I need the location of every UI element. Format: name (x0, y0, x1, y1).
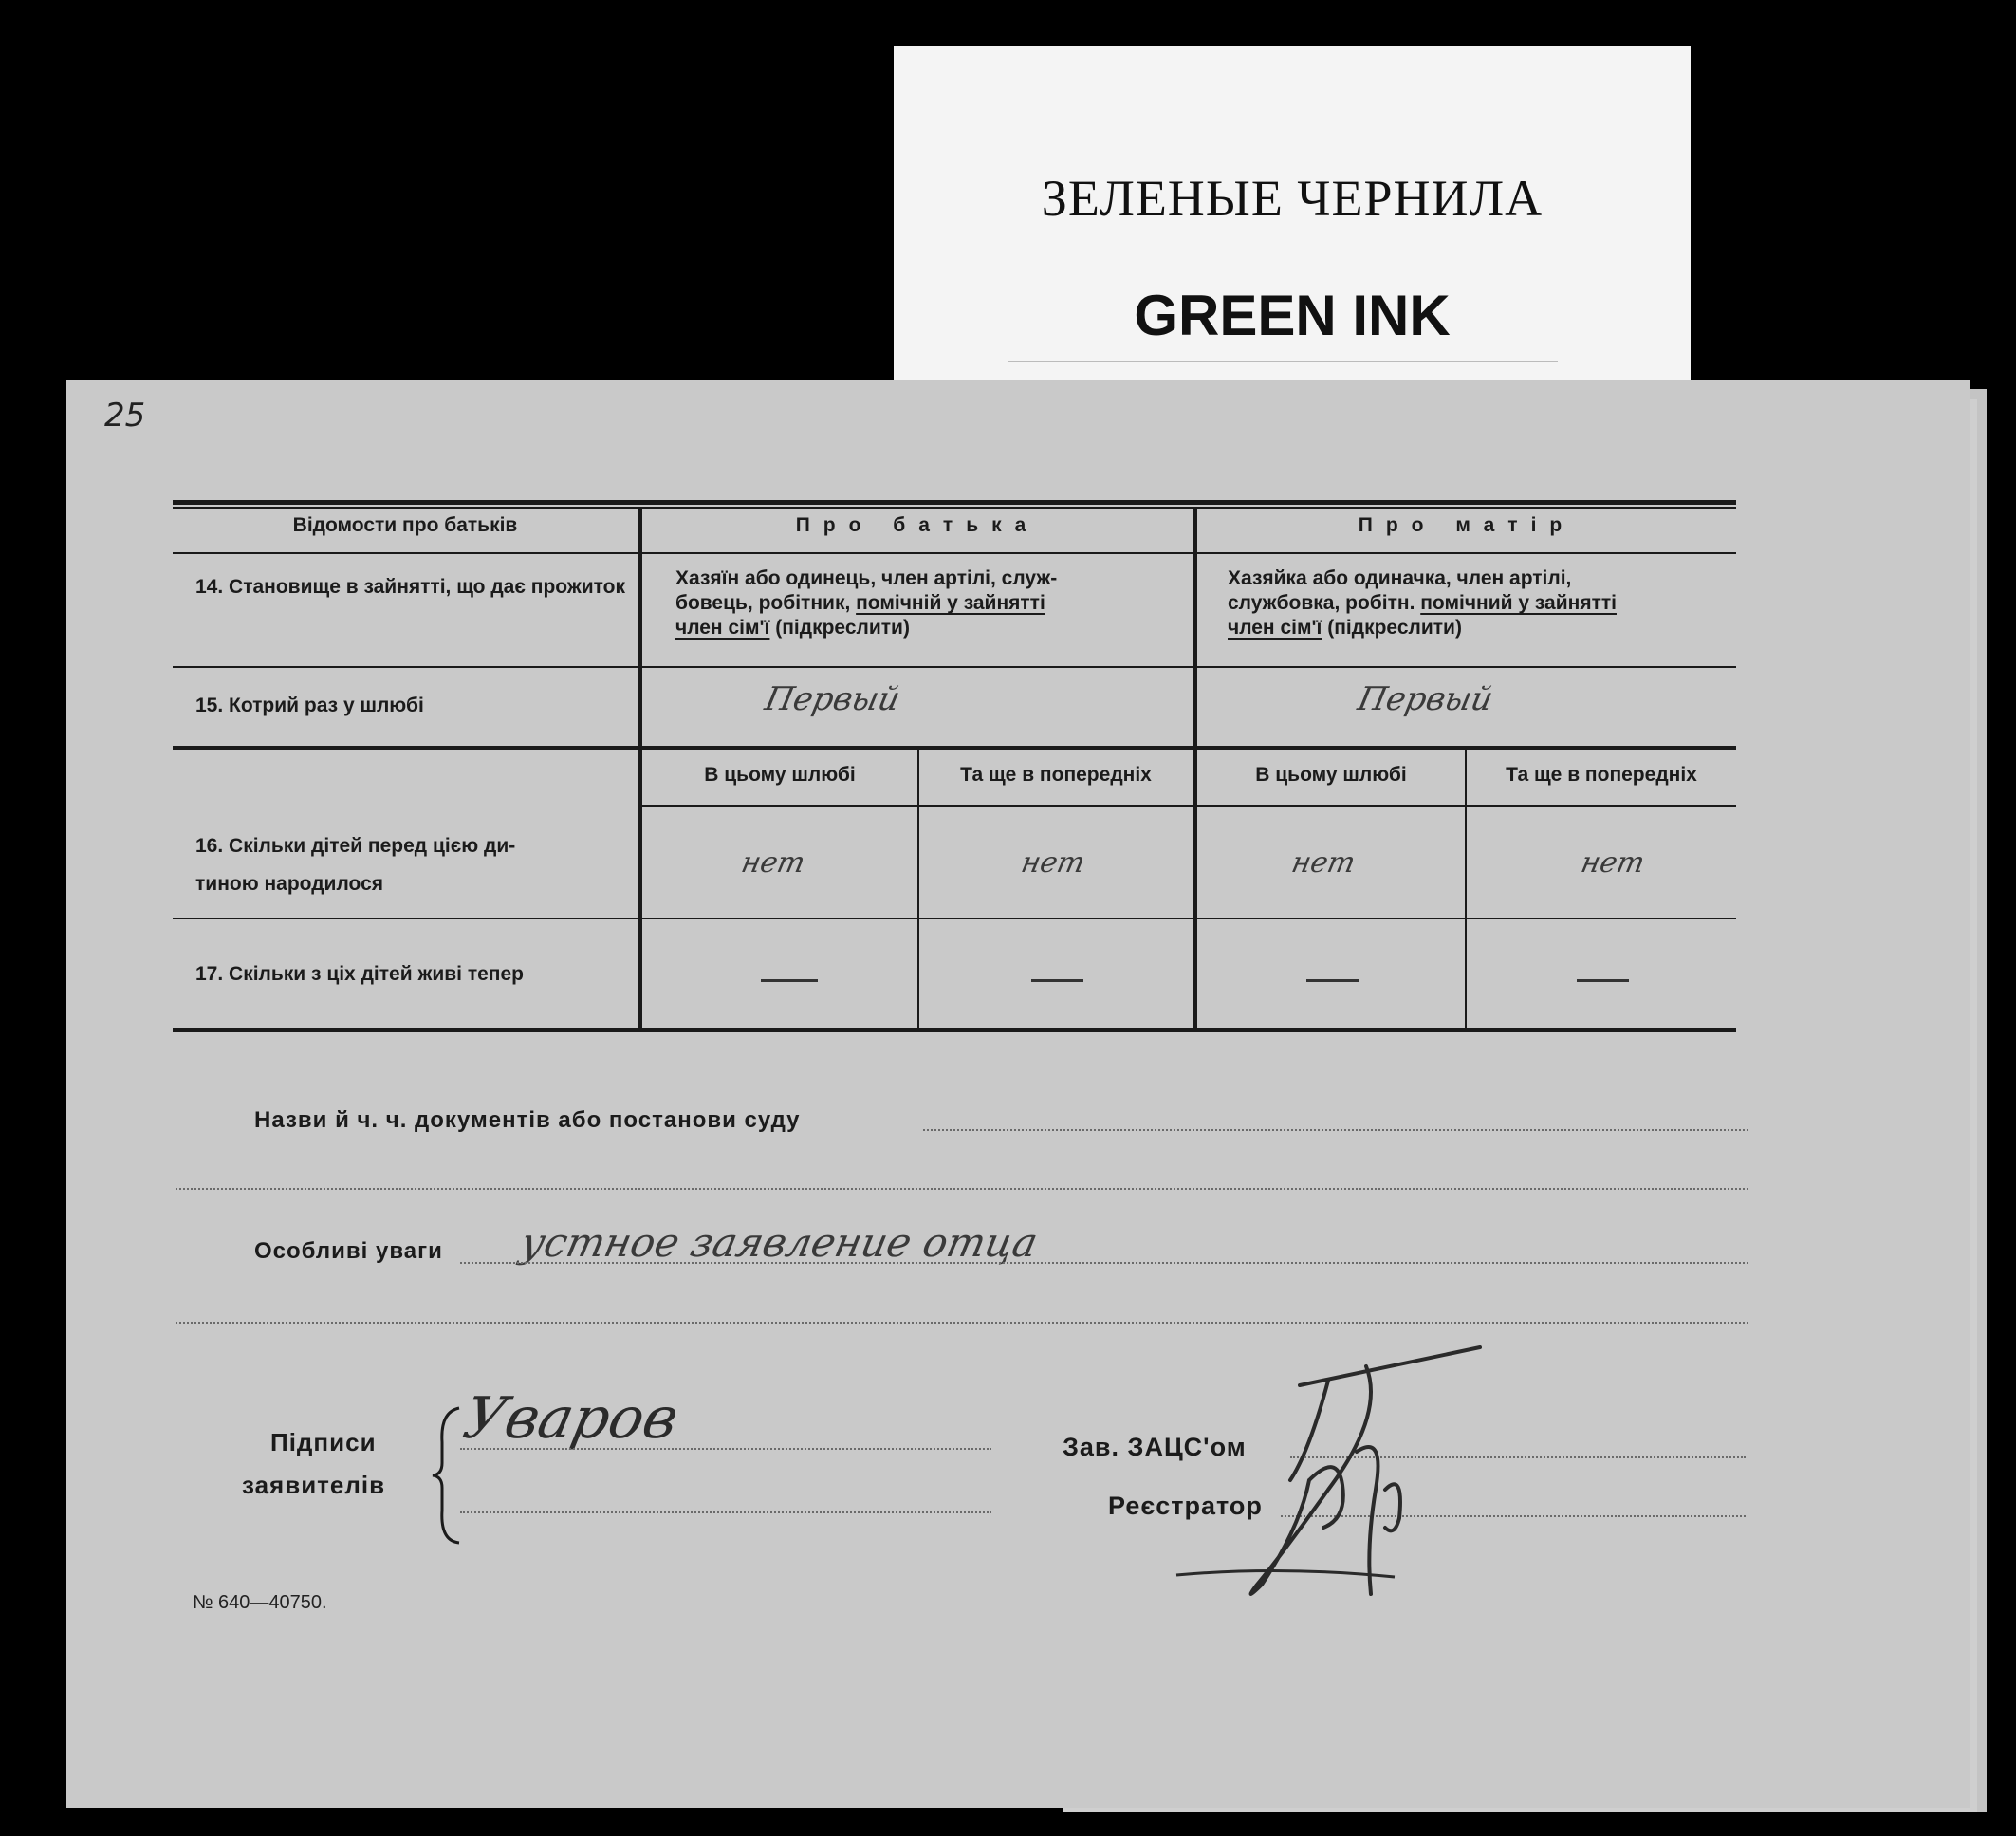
row14-father-text: бовець, робітник, (675, 592, 857, 614)
row14-father-line3 (675, 616, 1188, 640)
header-parents-info: Відомости про батьків (292, 514, 518, 536)
row16-father-previous: нет (1018, 846, 1088, 880)
row14-mother-options (1228, 566, 1730, 640)
documents-label: Назви й ч. ч. документів або постанови суду (254, 1107, 801, 1133)
special-notes-label: Особливі уваги (254, 1238, 443, 1264)
row14-father-underlined: помічній у зайнятті (856, 592, 1045, 614)
subheader-mother-previous: Та ще в попередніх (1506, 764, 1697, 786)
header-mother: Про матір (1358, 514, 1576, 536)
row14-label: 14. Становище в зайнятті, що дає прожиток (195, 576, 625, 598)
table-column-rule (917, 750, 919, 1029)
row14-father-line1: Хазяїн або одинець, член артілі, служ- (675, 567, 1058, 589)
table-rule (173, 552, 1736, 554)
label-english-text: GREEN INK (1134, 284, 1451, 347)
special-notes-fill-line (460, 1262, 1748, 1264)
row15-father-handwritten: Первый (761, 680, 904, 718)
subheader-father-previous: Та ще в попередніх (960, 764, 1152, 786)
row17-father-previous-dash (1031, 979, 1083, 982)
applicant-signature-handwritten: Уваров (457, 1385, 684, 1452)
documents-fill-line (923, 1129, 1748, 1131)
subheader-father-this-marriage: В цьому шлюбі (704, 764, 856, 786)
row14-father-underlined: член сім'ї (675, 617, 770, 639)
parents-info-table (173, 500, 1736, 985)
subheader-mother-this-marriage: В цьому шлюбі (1255, 764, 1407, 786)
label-divider (1008, 361, 1558, 362)
header-father: Про батька (795, 514, 1040, 536)
table-rule (173, 666, 1736, 668)
row17-mother-this-marriage-dash (1306, 979, 1359, 982)
table-rule (173, 507, 1736, 509)
row14-father-options (675, 566, 1188, 640)
registrar-label: Реєстратор (1108, 1492, 1263, 1520)
row16-father-this-marriage: нет (738, 846, 808, 880)
row14-father-text: (підкреслити) (769, 617, 910, 639)
special-notes-handwritten: устное заявление отца (516, 1219, 1043, 1266)
official-signature-drawing (1167, 1328, 1603, 1613)
row17-label: 17. Скільки з ціх дітей живі тепер (195, 963, 524, 985)
row16-label-line1: 16. Скільки дітей перед цією ди- (195, 835, 516, 857)
row16-mother-this-marriage: нет (1288, 846, 1359, 880)
row14-mother-line1: Хазяйка або одиначка, член артілі, (1228, 567, 1572, 589)
documents-fill-line-2 (176, 1188, 1748, 1190)
special-notes-fill-line-2 (176, 1322, 1748, 1324)
table-rule (642, 805, 1736, 807)
row16-label-line2: тиною народилося (195, 873, 384, 895)
table-column-rule (1465, 750, 1467, 1029)
head-of-registry-label: Зав. ЗАЦС'ом (1063, 1433, 1247, 1461)
applicant-signatures-label-2: заявителів (242, 1471, 386, 1499)
row16-mother-previous: нет (1578, 846, 1648, 880)
signature-brace (427, 1404, 465, 1547)
row16-label (195, 827, 632, 903)
page-number: 25 (104, 397, 146, 435)
row14-mother-text: службовка, робітн. (1228, 592, 1421, 614)
row14-mother-line2 (1228, 591, 1730, 616)
row14-mother-underlined: член сім'ї (1228, 617, 1322, 639)
table-rule (173, 746, 1736, 750)
applicant-signature-line (460, 1448, 991, 1450)
registration-form-page (66, 380, 1970, 1808)
row14-mother-text: (підкреслити) (1322, 617, 1462, 639)
archive-label-card (894, 46, 1691, 380)
row14-father-line2 (675, 591, 1188, 616)
applicant-signature-line-2 (460, 1511, 991, 1513)
row17-father-this-marriage-dash (761, 979, 818, 982)
table-rule (173, 918, 1736, 919)
row17-mother-previous-dash (1577, 979, 1629, 982)
applicant-signatures-label: Підписи (270, 1428, 377, 1456)
table-rule (173, 1028, 1736, 1032)
row15-label: 15. Котрий раз у шлюбі (195, 695, 424, 716)
row14-mother-underlined: помічний у зайнятті (1420, 592, 1617, 614)
form-code: № 640—40750. (193, 1592, 327, 1613)
row15-mother-handwritten: Первый (1354, 680, 1497, 718)
label-russian-text: ЗЕЛЕНЫЕ ЧЕРНИЛА (1041, 170, 1544, 227)
row14-mother-line3 (1228, 616, 1730, 640)
table-rule (173, 500, 1736, 505)
